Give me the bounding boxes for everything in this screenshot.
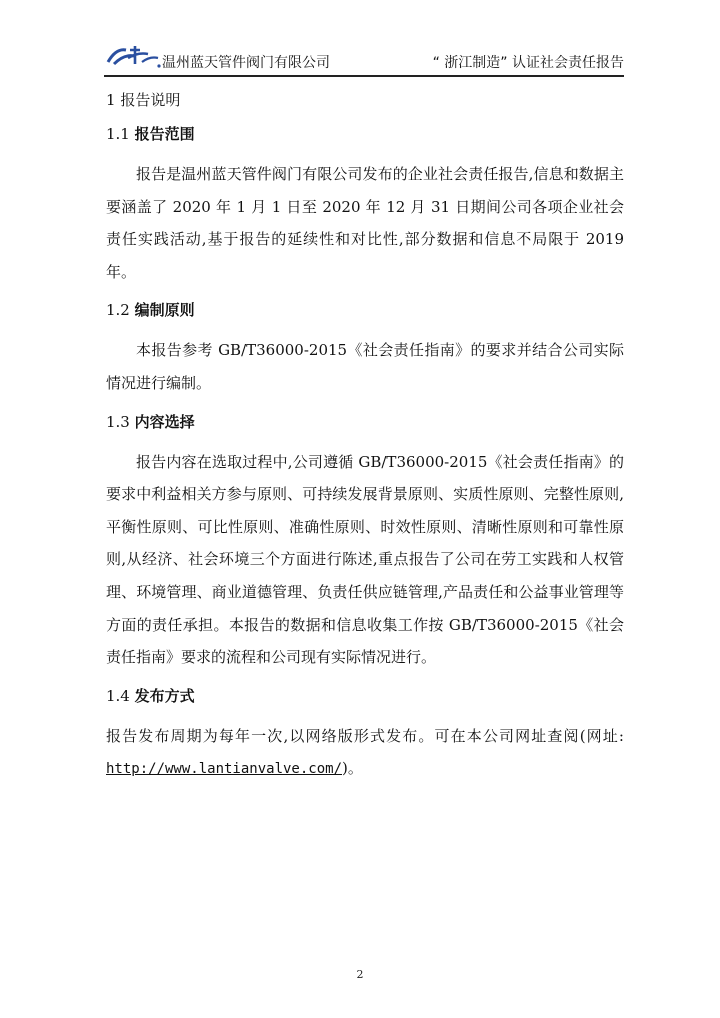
section-1-1-title: 报告范围 [134, 125, 195, 143]
section-1-1-body: 报告是温州蓝天管件阀门有限公司发布的企业社会责任报告,信息和数据主要涵盖了 2020 年 1 月 1 日至 2020 年 12 月 31 日期间公司各项企业社会责任实践活动,基于报告的延续性和对比性,部分数据和信息不局限于 2019 年。 [106, 165, 624, 281]
section-1-4-text-after: )。 [342, 759, 363, 778]
section-1-title: 报告说明 [120, 91, 181, 109]
section-1-2-title: 编制原则 [134, 301, 195, 320]
section-1-3-number: 1.3 [106, 412, 130, 431]
section-1-4-number: 1.4 [106, 686, 130, 705]
section-1-heading [106, 88, 624, 112]
page-number: 2 [356, 968, 364, 981]
section-1-1-number: 1.1 [106, 125, 130, 143]
section-1-4-text-before: 报告发布周期为每年一次,以网络版形式发布。可在本公司网址查阅(网址: [106, 726, 624, 745]
company-name: 温州蓝天管件阀门有限公司 [162, 55, 330, 71]
section-1-3-body: 报告内容在选取过程中,公司遵循 GB/T36000-2015《社会责任指南》的要求中利益相关方参与原则、可持续发展背景原则、实质性原则、完整性原则,平衡性原则、可比性原则、准确性原则、时效性原则、清晰性原则和可靠性原则,从经济、社会环境三个方面进行陈述,重点报告了公司在劳工实践和人权管理、环境管理、商业道德管理、负责任供应链管理,产品责任和公益事业管理等方面的责任承担。本报告的数据和信息收集工作按 GB/T36000-2015《社会责任指南》要求的流程和公司现有实际情况进行。 [106, 452, 624, 667]
company-logo-icon [104, 42, 164, 70]
page-header [104, 40, 624, 74]
company-website-link[interactable]: http://www.lantianvalve.com/ [106, 761, 343, 778]
section-1-3-heading [106, 410, 624, 434]
section-1-2-body: 本报告参考 GB/T36000-2015《社会责任指南》的要求并结合公司实际情况进行编制。 [106, 341, 624, 392]
section-1-number: 1 [106, 91, 116, 109]
section-1-2-heading [106, 298, 624, 322]
section-1-4-body [106, 720, 624, 786]
section-1-4-title: 发布方式 [134, 686, 195, 705]
section-1-4-heading [106, 684, 624, 708]
section-1-1-heading [106, 122, 624, 146]
section-1-3-title: 内容选择 [134, 412, 195, 431]
header-divider [104, 75, 624, 77]
section-1-2-number: 1.2 [106, 301, 130, 320]
document-body [106, 88, 624, 796]
report-title: “ 浙江制造” 认证社会责任报告 [432, 55, 624, 71]
